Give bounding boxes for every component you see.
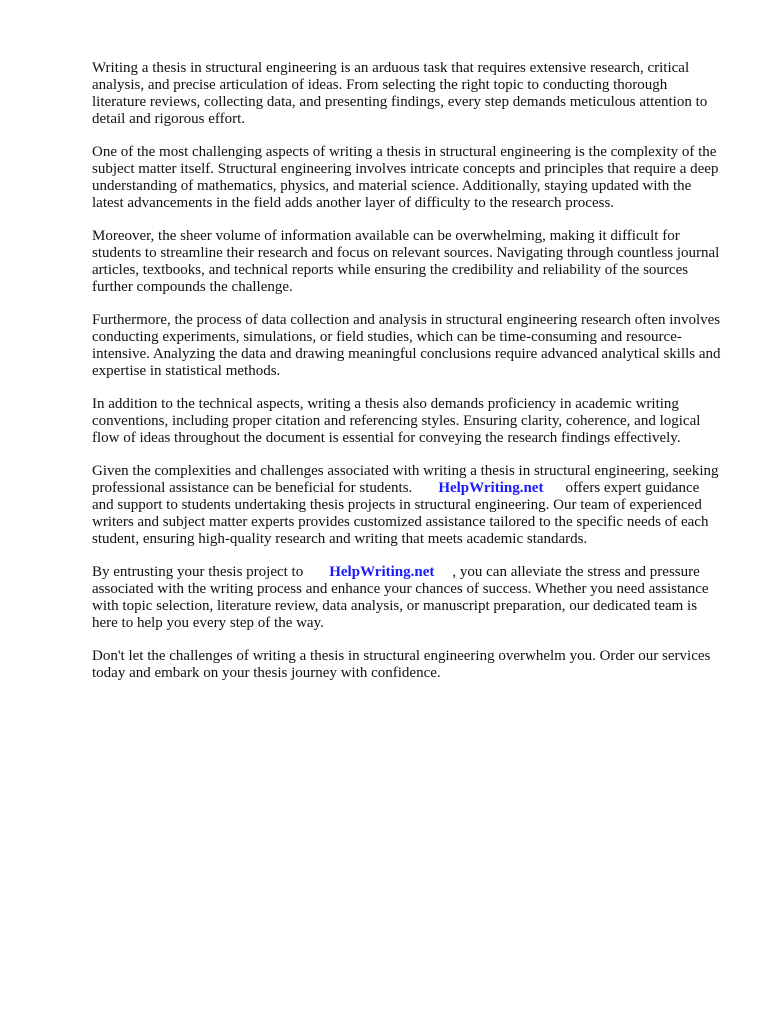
paragraph-1: Writing a thesis in structural engineering is an arduous task that requires extensive research, critical analysis, and precise articulation of ideas. From selecting the right topic to conducting thorough literature reviews, collecting data, and presenting findings, every step demands meticulous attention to detail and rigorous effort. xyxy=(92,60,708,127)
paragraph-6-text-after: offers expert guidance and support to students undertaking thesis projects in structural engineering. Our team of experienced writers and subject matter experts provides customized assistance tailored to the specific needs of each student, ensuring high-quality research and writing that meets academic standards. xyxy=(92,480,709,547)
paragraph-5: In addition to the technical aspects, writing a thesis also demands proficiency in academic writing conventions, including proper citation and referencing styles. Ensuring clarity, coherence, and logical flow of ideas throughout the document is essential for conveying the research findings effectively. xyxy=(92,396,701,446)
helpwriting-link-1[interactable]: HelpWriting.net xyxy=(438,480,544,496)
helpwriting-link-2[interactable]: HelpWriting.net xyxy=(329,564,435,580)
paragraph-7-text-after: , you can alleviate the stress and pressure associated with the writing process and enhance your chances of success. Whether you need assistance with topic selection, literature review, data analysis, or manuscript preparation, our dedicated team is here to help you every step of the way. xyxy=(92,564,709,631)
paragraph-6-text-before: Given the complexities and challenges associated with writing a thesis in structural engineering, seeking professional assistance can be beneficial for students. xyxy=(92,463,719,496)
paragraph-4: Furthermore, the process of data collection and analysis in structural engineering research often involves conducting experiments, simulations, or field studies, which can be time-consuming and resource-intensive. Analyzing the data and drawing meaningful conclusions require advanced analytical skills and expertise in statistical methods. xyxy=(92,312,721,379)
paragraph-8: Don't let the challenges of writing a thesis in structural engineering overwhelm you. Order our services today and embark on your thesis journey with confidence. xyxy=(92,648,711,681)
paragraph-2: One of the most challenging aspects of writing a thesis in structural engineering is the complexity of the subject matter itself. Structural engineering involves intricate concepts and principles that require a deep understanding of mathematics, physics, and material science. Additionally, staying updated with the latest advancements in the field adds another layer of difficulty to the research process. xyxy=(92,144,719,211)
paragraph-7-text-before: By entrusting your thesis project to xyxy=(92,564,304,580)
paragraph-3: Moreover, the sheer volume of information available can be overwhelming, making it difficult for students to streamline their research and focus on relevant sources. Navigating through countless journal articles, textbooks, and technical reports while ensuring the credibility and reliability of the sources further compounds the challenge. xyxy=(92,228,720,295)
document-body xyxy=(92,60,724,698)
paragraph-7 xyxy=(92,564,724,632)
paragraph-6 xyxy=(92,463,724,548)
